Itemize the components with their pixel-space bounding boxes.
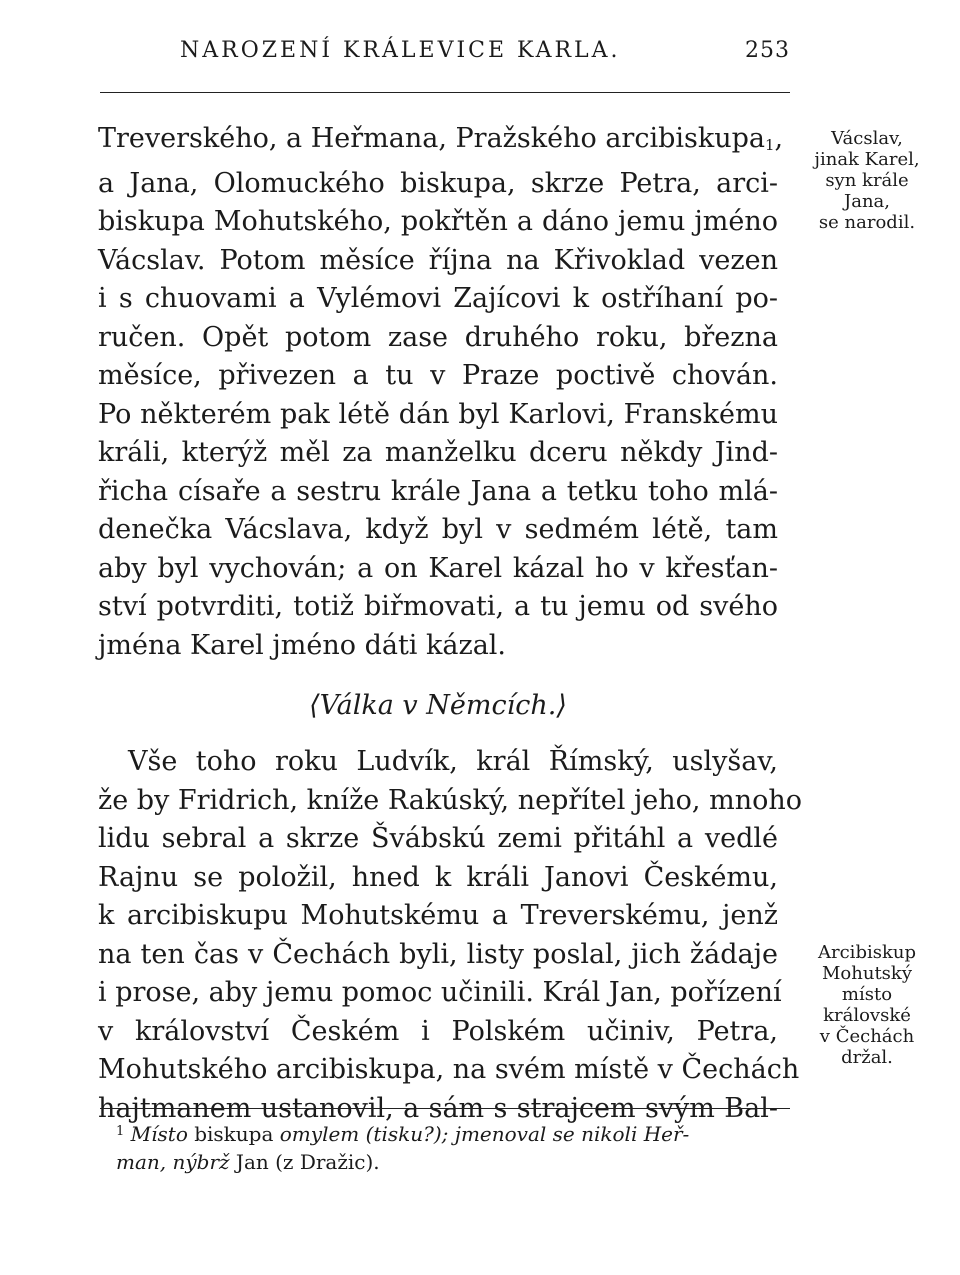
text-line: Po některém pak létě dán byl Karlovi, Franskému (98, 398, 778, 430)
text-line: v království Českém i Polském učiniv, Petra, (98, 1015, 778, 1047)
text-line: řicha císaře a sestru krále Jana a tetku toho mlá- (98, 475, 778, 507)
margin-note-line: Mohutský (822, 963, 912, 984)
text-line: králi, kterýž měl za manželku dceru někdy Jind- (98, 437, 778, 468)
page-number: 253 (745, 38, 790, 63)
text-line: Vácslav. Potom měsíce října na Křivoklad vezen (98, 244, 778, 276)
margin-note-line: Vácslav, (831, 128, 903, 149)
text-line: Treverského, a Heřmana, Pražského arcibiskupa$_1$, (98, 123, 784, 154)
text-line: k arcibiskupu Mohutskému a Treverskému, jenž (98, 900, 778, 931)
header-rule (100, 92, 790, 93)
text-line: ství potvrditi, totiž biřmovati, a tu jemu od svého (98, 591, 778, 622)
footnote-line: man, nýbrž Jan (z Dražic). (116, 1150, 380, 1174)
margin-note-line: Jana, (844, 191, 890, 212)
paragraph-1 (98, 120, 784, 665)
footnote-line: $^1$ Místo biskupa omylem (tisku?); jmenoval se nikoli Heř- (116, 1122, 690, 1146)
text-line: na ten čas v Čechách byli, listy poslal, jich žádaje (98, 938, 778, 970)
footnote-ref: 1 (764, 136, 775, 154)
text-line: biskupa Mohutského, pokřtěn a dáno jemu jméno (98, 206, 778, 237)
margin-note-line: královské (823, 1005, 911, 1026)
margin-note-birth (792, 128, 942, 233)
text-line: a Jana, Olomuckého biskupa, skrze Petra, arci- (98, 167, 778, 199)
text-line: Rajnu se položil, hned k králi Janovi Českému, (98, 861, 778, 893)
main-text (98, 120, 802, 1128)
text-line: Vše toho roku Ludvík, král Římský, uslyšav, (128, 746, 778, 777)
text-line: lidu sebral a skrze Švábskú zemi přitáhl a vedlé (98, 823, 778, 854)
margin-note-line: jinak Karel, (814, 149, 920, 170)
text-line: měsíce, přivezen a tu v Praze poctivě chován. (98, 360, 778, 391)
margin-note-line: držal. (841, 1047, 893, 1068)
text-line: hajtmanem ustanovil, a sám s strajcem svým Bal- (98, 1092, 778, 1124)
running-title: NAROZENÍ KRÁLEVICE KARLA. (180, 38, 621, 63)
text-line: Mohutského arcibiskupa, na svém místě v Čechách (98, 1054, 800, 1085)
footnote-marker: 1 (116, 1124, 125, 1139)
margin-note-archbishop (792, 942, 942, 1068)
text-line: i prose, aby jemu pomoc učinili. Král Jan, pořízení (98, 977, 782, 1008)
footnote-rule (100, 1108, 790, 1109)
text-line: i s chuovami a Vylémovi Zajícovi k ostříhaní po- (98, 283, 778, 314)
margin-note-line: v Čechách (819, 1026, 915, 1047)
text-line: ručen. Opět potom zase druhého roku, března (98, 321, 778, 353)
margin-note-line: Arcibiskup (818, 942, 916, 963)
margin-note-line: syn krále (825, 170, 909, 191)
section-heading: ⟨Válka v Němcích.⟩ (309, 690, 567, 721)
text-line: aby byl vychován; a on Karel kázal ho v křesťan- (98, 552, 778, 584)
text-line: denečka Vácslava, když byl v sedmém létě, tam (98, 514, 778, 545)
paragraph-2 (98, 743, 802, 1128)
text-line: že by Fridrich, kníže Rakúský, nepřítel jeho, mnoho (98, 784, 802, 816)
margin-note-line: se narodil. (818, 212, 916, 233)
text-line: jména Karel jméno dáti kázal. (98, 629, 507, 661)
margin-note-line: místo (841, 984, 893, 1005)
footnote (116, 1118, 790, 1176)
